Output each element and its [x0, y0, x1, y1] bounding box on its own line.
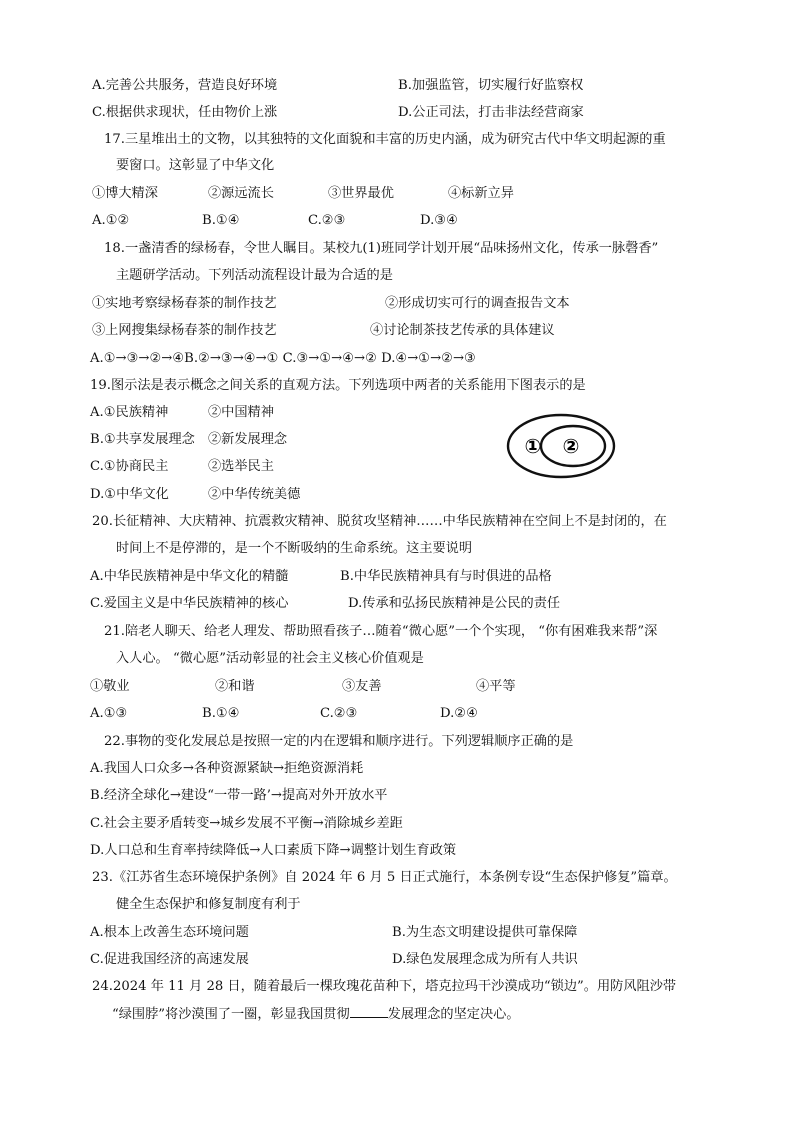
q20-stem-line-1: 20.长征精神、大庆精神、抗震救灾精神、脱贫攻坚精神……中华民族精神在空间上不是封闭的，在 — [92, 514, 667, 529]
q18-item-4: ④讨论制茶技艺传承的具体建议 — [370, 323, 555, 338]
q19-option-c-2: ②选举民主 — [208, 459, 274, 474]
q21-item-4: ④平等 — [476, 679, 516, 694]
q20-option-b: B.中华民族精神具有与时俱进的品格 — [340, 569, 552, 584]
fill-in-blank — [350, 1005, 388, 1018]
q18-item-3: ③上网搜集绿杨春茶的制作技艺 — [92, 323, 277, 338]
q22-stem: 22.事物的变化发展总是按照一定的内在逻辑和顺序进行。下列逻辑顺序正确的是 — [104, 734, 574, 749]
q18-item-2: ②形成切实可行的调查报告文本 — [385, 296, 570, 311]
q22-option-d: D.人口总和生育率持续降低→人口素质下降→调整计划生育政策 — [90, 843, 457, 858]
q17-option-a: A.①② — [92, 213, 130, 228]
q19-option-c-1: C.①协商民主 — [90, 459, 169, 474]
q18-options: A.①→③→②→④B.②→③→④→① C.③→①→④→② D.④→①→②→③ — [90, 351, 476, 366]
q21-item-2: ②和谐 — [215, 679, 255, 694]
q17-option-b: B.①④ — [202, 213, 240, 228]
q21-option-d: D.②④ — [440, 706, 478, 721]
q21-item-1: ①敬业 — [90, 679, 130, 694]
q17-option-c: C.②③ — [308, 213, 346, 228]
q17-item-4: ④标新立异 — [448, 186, 514, 201]
q19-option-a-1: A.①民族精神 — [90, 405, 169, 420]
inner-label: ② — [562, 434, 580, 458]
q23-option-b: B.为生态文明建设提供可靠保障 — [392, 925, 578, 940]
q23-stem-line-2: 健全生态保护和修复制度有利于 — [116, 897, 301, 912]
q20-option-d: D.传承和弘扬民族精神是公民的责任 — [348, 596, 561, 611]
q22-option-a: A.我国人口众多→各种资源紧缺→拒绝资源消耗 — [90, 761, 364, 776]
q17-item-1: ①博大精深 — [92, 186, 158, 201]
q20-option-c: C.爱国主义是中华民族精神的核心 — [90, 596, 289, 611]
q16-option-b: B.加强监管，切实履行好监察权 — [398, 78, 584, 93]
q16-option-a: A.完善公共服务，营造良好环境 — [92, 78, 278, 93]
venn-diagram — [505, 412, 617, 480]
q19-option-b-1: B.①共享发展理念 — [90, 432, 195, 447]
q23-option-d: D.绿色发展理念成为所有人共识 — [392, 952, 578, 967]
q19-option-a-2: ②中国精神 — [208, 405, 274, 420]
q22-option-c: C.社会主要矛盾转变→城乡发展不平衡→消除城乡差距 — [90, 816, 403, 831]
q19-option-b-2: ②新发展理念 — [208, 432, 288, 447]
q21-item-3: ③友善 — [342, 679, 382, 694]
q21-option-b: B.①④ — [202, 706, 240, 721]
q17-item-3: ③世界最优 — [328, 186, 394, 201]
q20-option-a: A.中华民族精神是中华文化的精髓 — [90, 569, 289, 584]
q23-option-c: C.促进我国经济的高速发展 — [90, 952, 249, 967]
q24-stem-pre: “绿围脖”将沙漠围了一圈，彰显我国贯彻 — [112, 1007, 350, 1022]
q16-option-c: C.根据供求现状，任由物价上涨 — [92, 105, 278, 120]
q19-option-d-1: D.①中华文化 — [90, 487, 169, 502]
q17-item-2: ②源远流长 — [208, 186, 274, 201]
q24-stem-line-1: 24.2024 年 11 月 28 日，随着最后一棵玫瑰花苗种下，塔克拉玛干沙漠成功“锁边”。用防风阻沙带 — [92, 979, 677, 994]
q21-stem-line-1: 21.陪老人聊天、给老人理发、帮助照看孩子…随着“微心愿”一个个实现， “你有困难我来帮”深 — [104, 624, 658, 639]
q17-stem-line-1: 17.三星堆出土的文物，以其独特的文化面貌和丰富的历史内涵，成为研究古代中华文明起源的重 — [104, 132, 666, 147]
q17-option-d: D.③④ — [420, 213, 458, 228]
q24-stem-line-2 — [112, 1005, 520, 1024]
q23-stem-line-1: 23.《江苏省生态环境保护条例》自 2024 年 6 月 5 日正式施行，本条例专设“生态保护修复”篇章。 — [92, 870, 677, 885]
q22-option-b: B.经济全球化→建设“一带一路’→提高对外开放水平 — [90, 788, 388, 803]
outer-label: ① — [524, 434, 542, 458]
q19-stem: 19.图示法是表示概念之间关系的直观方法。下列选项中两者的关系能用下图表示的是 — [90, 378, 586, 393]
q20-stem-line-2: 时间上不是停滞的，是一个不断吸纳的生命系统。这主要说明 — [116, 541, 473, 556]
q18-item-1: ①实地考察绿杨春茶的制作技艺 — [92, 296, 277, 311]
q18-stem-line-1: 18.一盏清香的绿杨春，令世人瞩目。某校九(1)班同学计划开展“品味扬州文化，传承一脉磬香” — [104, 241, 659, 256]
q17-stem-line-2: 要窗口。这彰显了中华文化 — [116, 158, 275, 173]
q21-stem-line-2: 入人心。 “微心愿”活动彰显的社会主义核心价值观是 — [116, 651, 424, 666]
q21-option-c: C.②③ — [320, 706, 358, 721]
q16-option-d: D.公正司法，打击非法经营商家 — [398, 105, 584, 120]
q23-option-a: A.根本上改善生态环境问题 — [90, 925, 249, 940]
q24-stem-post: 发展理念的坚定决心。 — [387, 1007, 520, 1022]
q21-option-a: A.①③ — [90, 706, 128, 721]
q18-stem-line-2: 主题研学活动。下列活动流程设计最为合适的是 — [116, 268, 393, 283]
q19-option-d-2: ②中华传统美德 — [208, 487, 301, 502]
